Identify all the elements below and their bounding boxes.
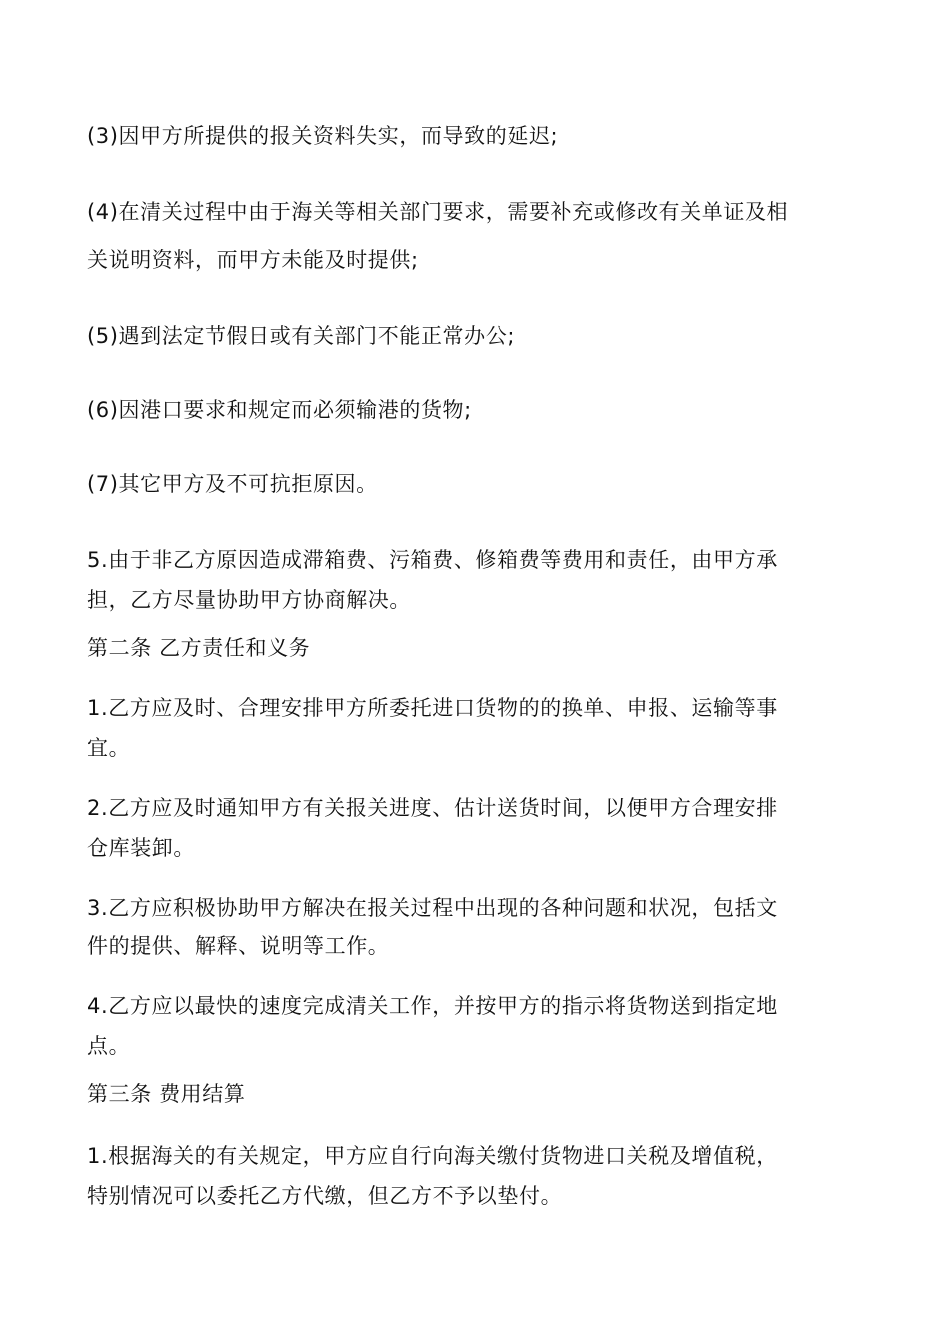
section-heading-article-2: 第二条 乙方责任和义务 <box>87 636 311 660</box>
article-3-item-1-line-2: 特别情况可以委托乙方代缴，但乙方不予以垫付。 <box>87 1184 563 1208</box>
article-2-item-1-line-1: 1.乙方应及时、合理安排甲方所委托进口货物的的换单、申报、运输等事 <box>87 696 778 720</box>
article-2-item-3-line-2: 件的提供、解释、说明等工作。 <box>87 934 390 958</box>
article-2-item-2-line-1: 2.乙方应及时通知甲方有关报关进度、估计送货时间，以便甲方合理安排 <box>87 796 778 820</box>
article-2-item-4-line-2: 点。 <box>87 1034 131 1058</box>
clause-4-line-1: (4)在清关过程中由于海关等相关部门要求，需要补充或修改有关单证及相 <box>87 200 789 224</box>
article-2-item-1-line-2: 宜。 <box>87 736 131 760</box>
clause-3: (3)因甲方所提供的报关资料失实，而导致的延迟; <box>87 124 559 148</box>
article-2-item-4-line-1: 4.乙方应以最快的速度完成清关工作，并按甲方的指示将货物送到指定地 <box>87 994 778 1018</box>
article-2-item-2-line-2: 仓库装卸。 <box>87 836 195 860</box>
clause-4-line-2: 关说明资料，而甲方未能及时提供; <box>87 248 419 272</box>
article-2-item-3-line-1: 3.乙方应积极协助甲方解决在报关过程中出现的各种问题和状况，包括文 <box>87 896 778 920</box>
item-5-line-2: 担，乙方尽量协助甲方协商解决。 <box>87 588 411 612</box>
item-5-line-1: 5.由于非乙方原因造成滞箱费、污箱费、修箱费等费用和责任，由甲方承 <box>87 548 778 572</box>
clause-7: (7)其它甲方及不可抗拒原因。 <box>87 472 378 496</box>
article-3-item-1-line-1: 1.根据海关的有关规定，甲方应自行向海关缴付货物进口关税及增值税， <box>87 1144 778 1168</box>
section-heading-article-3: 第三条 费用结算 <box>87 1082 246 1106</box>
clause-5: (5)遇到法定节假日或有关部门不能正常办公; <box>87 324 516 348</box>
clause-6: (6)因港口要求和规定而必须输港的货物; <box>87 398 472 422</box>
